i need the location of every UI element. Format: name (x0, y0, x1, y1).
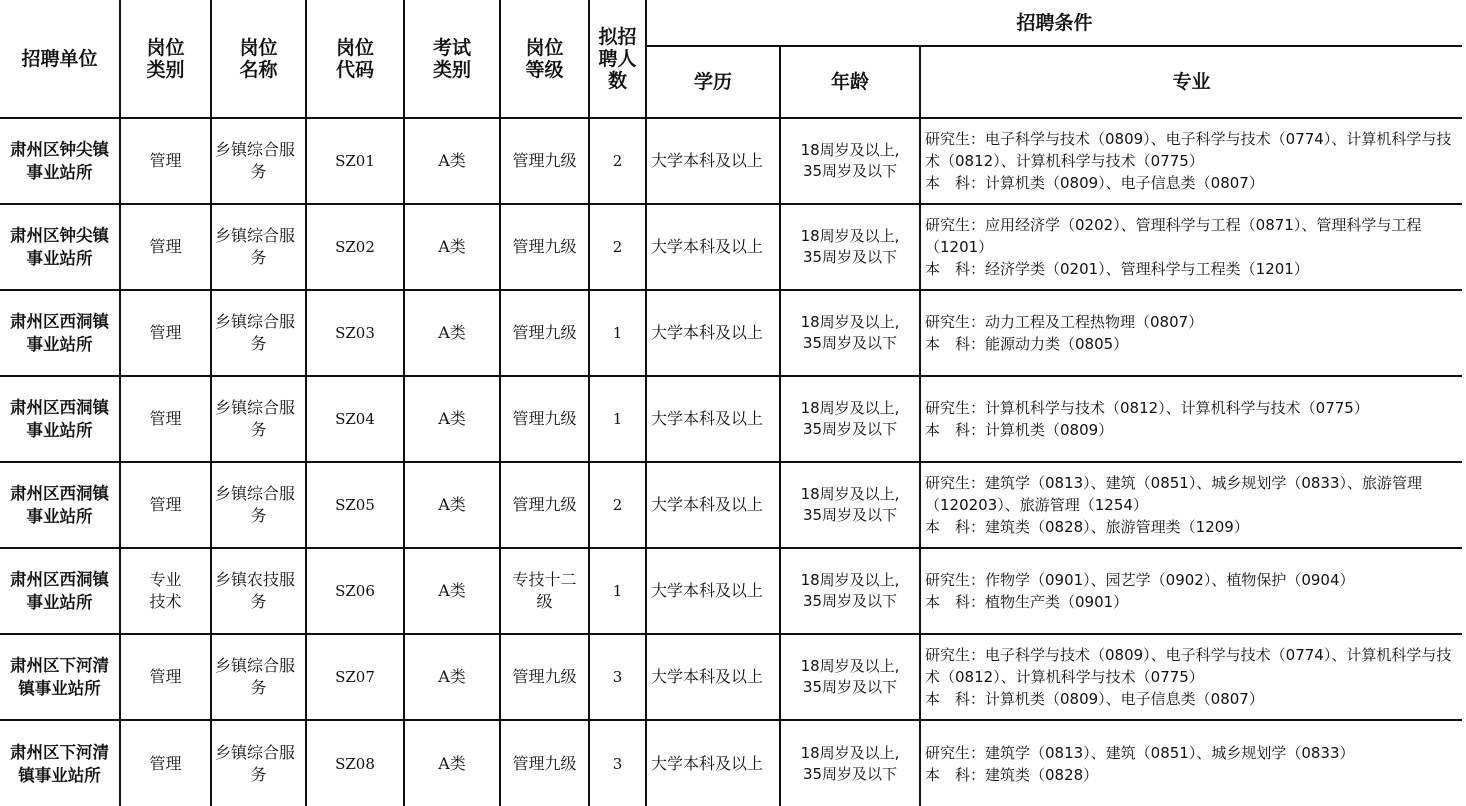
position-grade-cell: 管理九级 (500, 720, 589, 806)
position-code-cell: SZ08 (306, 720, 404, 806)
header-education: 学历 (646, 46, 780, 118)
table-row (0, 376, 1462, 462)
major-cell: 研究生：作物学（0901）、园艺学（0902）、植物保护（0904） 本 科：植物生产类（0901） (920, 548, 1462, 634)
unit-cell: 肃州区西洞镇 事业站所 (0, 548, 120, 634)
position-grade-cell: 管理九级 (500, 634, 589, 720)
unit-cell: 肃州区下河清 镇事业站所 (0, 720, 120, 806)
position-grade-cell: 管理九级 (500, 462, 589, 548)
education-cell: 大学本科及以上 (646, 290, 780, 376)
category-cell: 专业 技术 (120, 548, 211, 634)
position-name-cell: 乡镇综合服 务 (211, 376, 306, 462)
exam-category-cell: A类 (404, 720, 500, 806)
category-cell: 管理 (120, 634, 211, 720)
age-cell: 18周岁及以上, 35周岁及以下 (780, 462, 920, 548)
header-exam: 考试 类别 (404, 0, 500, 118)
position-code-cell: SZ01 (306, 118, 404, 204)
category-cell: 管理 (120, 462, 211, 548)
category-cell: 管理 (120, 118, 211, 204)
education-cell: 大学本科及以上 (646, 118, 780, 204)
exam-category-cell: A类 (404, 548, 500, 634)
age-cell: 18周岁及以上, 35周岁及以下 (780, 118, 920, 204)
education-cell: 大学本科及以上 (646, 204, 780, 290)
position-name-cell: 乡镇综合服 务 (211, 720, 306, 806)
header-code: 岗位 代码 (306, 0, 404, 118)
table-row (0, 204, 1462, 290)
position-name-cell: 乡镇综合服 务 (211, 118, 306, 204)
position-grade-cell: 专技十二 级 (500, 548, 589, 634)
table-row (0, 634, 1462, 720)
exam-category-cell: A类 (404, 118, 500, 204)
header-unit: 招聘单位 (0, 0, 120, 118)
position-name-cell: 乡镇综合服 务 (211, 290, 306, 376)
major-cell: 研究生：电子科学与技术（0809）、电子科学与技术（0774）、计算机科学与技术（0812）、计算机科学与技术（0775） 本 科：计算机类（0809）、电子信息类（0807） (920, 118, 1462, 204)
major-cell: 研究生：建筑学（0813）、建筑（0851）、城乡规划学（0833） 本 科：建筑类（0828） (920, 720, 1462, 806)
major-cell: 研究生：应用经济学（0202）、管理科学与工程（0871）、管理科学与工程（1201） 本 科：经济学类（0201）、管理科学与工程类（1201） (920, 204, 1462, 290)
position-name-cell: 乡镇综合服 务 (211, 204, 306, 290)
position-grade-cell: 管理九级 (500, 376, 589, 462)
major-cell: 研究生：计算机科学与技术（0812）、计算机科学与技术（0775） 本 科：计算机类（0809） (920, 376, 1462, 462)
table-body (0, 118, 1462, 806)
position-name-cell: 乡镇综合服 务 (211, 634, 306, 720)
header-name: 岗位 名称 (211, 0, 306, 118)
exam-category-cell: A类 (404, 634, 500, 720)
position-code-cell: SZ05 (306, 462, 404, 548)
position-grade-cell: 管理九级 (500, 204, 589, 290)
header-conditions: 招聘条件 (646, 0, 1462, 46)
headcount-cell: 2 (589, 204, 646, 290)
age-cell: 18周岁及以上, 35周岁及以下 (780, 634, 920, 720)
position-grade-cell: 管理九级 (500, 290, 589, 376)
age-cell: 18周岁及以上, 35周岁及以下 (780, 290, 920, 376)
age-cell: 18周岁及以上, 35周岁及以下 (780, 720, 920, 806)
category-cell: 管理 (120, 376, 211, 462)
position-code-cell: SZ06 (306, 548, 404, 634)
header-major: 专业 (920, 46, 1462, 118)
position-code-cell: SZ03 (306, 290, 404, 376)
major-cell: 研究生：动力工程及工程热物理（0807） 本 科：能源动力类（0805） (920, 290, 1462, 376)
table-row (0, 720, 1462, 806)
education-cell: 大学本科及以上 (646, 634, 780, 720)
position-code-cell: SZ04 (306, 376, 404, 462)
table-row (0, 290, 1462, 376)
unit-cell: 肃州区西洞镇 事业站所 (0, 290, 120, 376)
table-row (0, 462, 1462, 548)
education-cell: 大学本科及以上 (646, 462, 780, 548)
unit-cell: 肃州区西洞镇 事业站所 (0, 376, 120, 462)
age-cell: 18周岁及以上, 35周岁及以下 (780, 548, 920, 634)
category-cell: 管理 (120, 720, 211, 806)
education-cell: 大学本科及以上 (646, 548, 780, 634)
header-grade: 岗位 等级 (500, 0, 589, 118)
table-row (0, 548, 1462, 634)
headcount-cell: 1 (589, 290, 646, 376)
position-name-cell: 乡镇农技服 务 (211, 548, 306, 634)
education-cell: 大学本科及以上 (646, 720, 780, 806)
category-cell: 管理 (120, 290, 211, 376)
unit-cell: 肃州区下河清 镇事业站所 (0, 634, 120, 720)
unit-cell: 肃州区西洞镇 事业站所 (0, 462, 120, 548)
headcount-cell: 2 (589, 118, 646, 204)
major-cell: 研究生：电子科学与技术（0809）、电子科学与技术（0774）、计算机科学与技术（0812）、计算机科学与技术（0775） 本 科：计算机类（0809）、电子信息类（0807） (920, 634, 1462, 720)
exam-category-cell: A类 (404, 462, 500, 548)
headcount-cell: 1 (589, 376, 646, 462)
age-cell: 18周岁及以上, 35周岁及以下 (780, 204, 920, 290)
position-code-cell: SZ07 (306, 634, 404, 720)
position-grade-cell: 管理九级 (500, 118, 589, 204)
header-age: 年龄 (780, 46, 920, 118)
position-code-cell: SZ02 (306, 204, 404, 290)
headcount-cell: 3 (589, 634, 646, 720)
header-count: 拟招 聘人 数 (589, 0, 646, 118)
exam-category-cell: A类 (404, 290, 500, 376)
unit-cell: 肃州区钟尖镇 事业站所 (0, 204, 120, 290)
header-category: 岗位 类别 (120, 0, 211, 118)
age-cell: 18周岁及以上, 35周岁及以下 (780, 376, 920, 462)
education-cell: 大学本科及以上 (646, 376, 780, 462)
category-cell: 管理 (120, 204, 211, 290)
table-row (0, 118, 1462, 204)
headcount-cell: 1 (589, 548, 646, 634)
major-cell: 研究生：建筑学（0813）、建筑（0851）、城乡规划学（0833）、旅游管理（120203）、旅游管理（1254） 本 科：建筑类（0828）、旅游管理类（1209） (920, 462, 1462, 548)
exam-category-cell: A类 (404, 204, 500, 290)
headcount-cell: 3 (589, 720, 646, 806)
position-name-cell: 乡镇综合服 务 (211, 462, 306, 548)
exam-category-cell: A类 (404, 376, 500, 462)
headcount-cell: 2 (589, 462, 646, 548)
unit-cell: 肃州区钟尖镇 事业站所 (0, 118, 120, 204)
